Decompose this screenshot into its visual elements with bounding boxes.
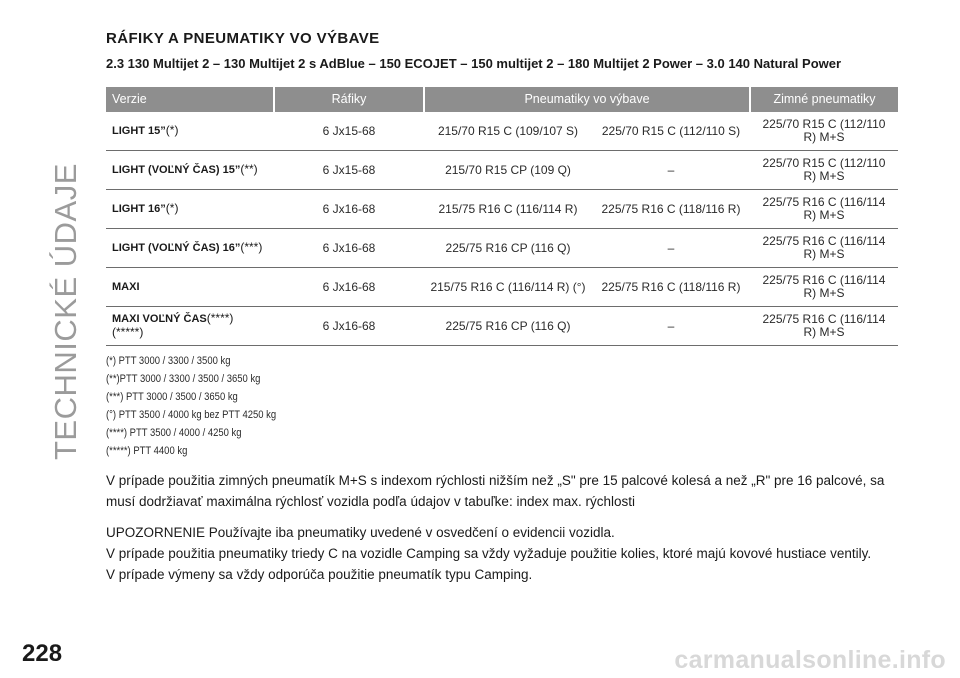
table-row: [106, 151, 898, 190]
footnote: (**)PTT 3000 / 3300 / 3500 / 3650 kg: [106, 373, 261, 385]
cell-version: [106, 268, 274, 307]
version-name: MAXI: [112, 281, 140, 293]
header-winter: Zimné pneumatiky: [750, 87, 898, 112]
camping-replacement-paragraph: V prípade výmeny sa vždy odporúča použitie pneumatík typu Camping.: [106, 567, 533, 582]
footnote: (°) PTT 3500 / 4000 kg bez PTT 4250 kg: [106, 409, 277, 421]
version-footnote-mark: (****) (*****): [112, 311, 234, 339]
section-side-title-text: TECHNICKÉ ÚDAJE: [48, 163, 83, 460]
cell-tyre-2: –: [592, 151, 750, 190]
table-header-row: [106, 87, 898, 112]
cell-rims: 6 Jx16-68: [274, 190, 424, 229]
version-name: LIGHT (VOĽNÝ ČAS) 16”: [112, 242, 241, 254]
rims-tyres-table: [106, 87, 898, 346]
header-tyres: Pneumatiky vo výbave: [424, 87, 750, 112]
cell-rims: 6 Jx16-68: [274, 307, 424, 346]
warning-paragraph: UPOZORNENIE Používajte iba pneumatiky uvedené v osvedčení o evidencii vozidla.: [106, 525, 615, 540]
cell-version: [106, 190, 274, 229]
header-version: Verzie: [106, 87, 274, 112]
version-name: LIGHT 15”: [112, 125, 166, 137]
cell-tyre-2: 225/75 R16 C (118/116 R): [592, 190, 750, 229]
cell-tyre-1: 225/75 R16 CP (116 Q): [424, 229, 592, 268]
cell-rims: 6 Jx15-68: [274, 112, 424, 151]
page-number: 228: [22, 640, 63, 667]
cell-tyre-1: 215/75 R16 C (116/114 R) (°): [424, 268, 592, 307]
cell-winter: 225/70 R15 C (112/110 R) M+S: [750, 151, 898, 190]
winter-tyre-speed-paragraph: V prípade použitia zimných pneumatík M+S s indexom rýchlosti nižším než „S" pre 15 palcové kolesá a než „R" pre 16 palcové, sa musí dodržiavať maximálna rýchlosť vozidla podľa údajov v tabuľke: index max. rýchlosti: [106, 473, 885, 509]
footnote: (***) PTT 3000 / 3500 / 3650 kg: [106, 391, 238, 403]
version-footnote-mark: (*): [165, 201, 179, 215]
cell-winter: 225/75 R16 C (116/114 R) M+S: [750, 268, 898, 307]
cell-winter: 225/70 R15 C (112/110 R) M+S: [750, 112, 898, 151]
cell-rims: 6 Jx16-68: [274, 268, 424, 307]
version-name: MAXI VOĽNÝ ČAS: [112, 313, 207, 325]
cell-version: [106, 112, 274, 151]
page-heading: RÁFIKY A PNEUMATIKY VO VÝBAVE: [106, 30, 380, 47]
cell-tyre-2: 225/75 R16 C (118/116 R): [592, 268, 750, 307]
cell-tyre-1: 225/75 R16 CP (116 Q): [424, 307, 592, 346]
footnote: (*) PTT 3000 / 3300 / 3500 kg: [106, 355, 231, 367]
page-content: [106, 30, 906, 585]
table-row: [106, 112, 898, 151]
cell-rims: 6 Jx16-68: [274, 229, 424, 268]
table-footnotes: [106, 352, 906, 460]
cell-tyre-1: 215/75 R16 C (116/114 R): [424, 190, 592, 229]
table-row: [106, 229, 898, 268]
camping-valves-paragraph: V prípade použitia pneumatiky triedy C na vozidle Camping sa vždy vyžaduje použitie kolies, ktoré majú kovové hustiace ventily.: [106, 546, 872, 561]
cell-tyre-2: –: [592, 229, 750, 268]
table-row: [106, 268, 898, 307]
cell-tyre-1: 215/70 R15 CP (109 Q): [424, 151, 592, 190]
version-name: LIGHT (VOĽNÝ ČAS) 15”: [112, 164, 241, 176]
cell-winter: 225/75 R16 C (116/114 R) M+S: [750, 229, 898, 268]
cell-winter: 225/75 R16 C (116/114 R) M+S: [750, 307, 898, 346]
cell-winter: 225/75 R16 C (116/114 R) M+S: [750, 190, 898, 229]
section-side-title: [8, 163, 88, 460]
version-name: LIGHT 16”: [112, 203, 166, 215]
cell-tyre-2: 225/70 R15 C (112/110 S): [592, 112, 750, 151]
cell-version: [106, 307, 274, 346]
cell-version: [106, 229, 274, 268]
version-footnote-mark: (***): [240, 240, 263, 254]
version-footnote-mark: (**): [240, 162, 258, 176]
table-row: [106, 307, 898, 346]
cell-tyre-1: 215/70 R15 C (109/107 S): [424, 112, 592, 151]
version-footnote-mark: (*): [165, 123, 179, 137]
watermark: carmanualsonline.info: [674, 646, 946, 674]
engine-list-subheading: 2.3 130 Multijet 2 – 130 Multijet 2 s AdBlue – 150 ECOJET – 150 multijet 2 – 180 Multijet 2 Power – 3.0 140 Natural Power: [106, 56, 842, 71]
cell-version: [106, 151, 274, 190]
cell-tyre-2: –: [592, 307, 750, 346]
header-rims: Ráfiky: [274, 87, 424, 112]
footnote: (*****) PTT 4400 kg: [106, 445, 188, 457]
cell-rims: 6 Jx15-68: [274, 151, 424, 190]
footnote: (****) PTT 3500 / 4000 / 4250 kg: [106, 427, 242, 439]
table-row: [106, 190, 898, 229]
